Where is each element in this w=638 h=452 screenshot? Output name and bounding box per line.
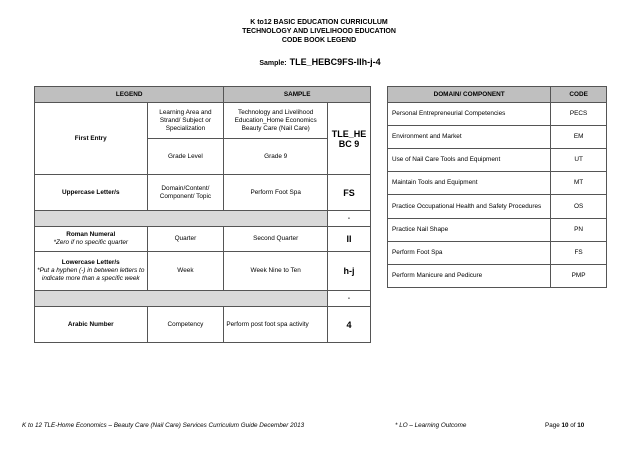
arabic-desc: Competency bbox=[147, 307, 224, 343]
first-entry-value-2: Grade 9 bbox=[224, 139, 328, 175]
domain-code: FS bbox=[551, 242, 607, 265]
separator-code: - bbox=[328, 211, 371, 227]
domain-header: DOMAIN/ COMPONENT bbox=[388, 87, 551, 103]
table-row bbox=[388, 149, 607, 172]
arabic-value: Perform post foot spa activity bbox=[224, 307, 328, 343]
page-prefix: Page bbox=[545, 422, 562, 429]
lowercase-label: Lowercase Letter/s bbox=[61, 259, 120, 266]
legend-table bbox=[34, 86, 371, 343]
domain-code: PN bbox=[551, 219, 607, 242]
lowercase-code: h-j bbox=[328, 252, 371, 291]
domain-name: Perform Foot Spa bbox=[388, 242, 551, 265]
domain-code: OS bbox=[551, 195, 607, 219]
arabic-label: Arabic Number bbox=[35, 307, 148, 343]
domain-name: Perform Manicure and Pedicure bbox=[388, 265, 551, 288]
table-row bbox=[388, 195, 607, 219]
table-row bbox=[388, 103, 607, 126]
roman-note: *Zero if no specific quarter bbox=[53, 239, 129, 246]
roman-label-cell bbox=[35, 227, 148, 252]
doc-title-line3: CODE BOOK LEGEND bbox=[281, 37, 357, 44]
domain-code: EM bbox=[551, 126, 607, 149]
lowercase-desc: Week bbox=[147, 252, 224, 291]
table-row bbox=[35, 175, 371, 211]
footer-guide-title: K to 12 TLE-Home Economics – Beauty Care (Nail Care) Services Curriculum Guide December 2013 bbox=[22, 422, 305, 429]
table-row bbox=[35, 252, 371, 291]
doc-title-line2: TECHNOLOGY AND LIVELIHOOD EDUCATION bbox=[242, 28, 396, 35]
domain-code: UT bbox=[551, 149, 607, 172]
roman-desc: Quarter bbox=[147, 227, 224, 252]
separator-row bbox=[35, 211, 371, 227]
domain-code: PMP bbox=[551, 265, 607, 288]
table-row bbox=[388, 219, 607, 242]
table-row bbox=[388, 126, 607, 149]
separator-row bbox=[35, 291, 371, 307]
first-entry-code: TLE_HE BC 9 bbox=[328, 103, 371, 175]
table-row bbox=[388, 242, 607, 265]
first-entry-desc-2: Grade Level bbox=[147, 139, 224, 175]
footer-lo-note: * LO – Learning Outcome bbox=[395, 422, 467, 429]
sample-code-line bbox=[220, 57, 420, 67]
separator-code: - bbox=[328, 291, 371, 307]
table-row bbox=[35, 307, 371, 343]
first-entry-desc-1: Learning Area and Strand/ Subject or Specialization bbox=[147, 103, 224, 139]
separator-fill bbox=[35, 291, 328, 307]
table-row bbox=[388, 172, 607, 195]
sample-code: TLE_HEBC9FS-IIh-j-4 bbox=[289, 57, 381, 67]
page-total: 10 bbox=[577, 422, 585, 429]
roman-value: Second Quarter bbox=[224, 227, 328, 252]
page-num: 10 bbox=[561, 422, 569, 429]
domain-name: Use of Nail Care Tools and Equipment bbox=[388, 149, 551, 172]
uppercase-value: Perform Foot Spa bbox=[224, 175, 328, 211]
uppercase-label: Uppercase Letter/s bbox=[35, 175, 148, 211]
roman-label: Roman Numeral bbox=[66, 231, 116, 238]
uppercase-desc: Domain/Content/ Component/ Topic bbox=[147, 175, 224, 211]
domain-name: Practice Nail Shape bbox=[388, 219, 551, 242]
arabic-code: 4 bbox=[328, 307, 371, 343]
footer-page-number bbox=[545, 422, 584, 429]
domain-code: PECS bbox=[551, 103, 607, 126]
uppercase-code: FS bbox=[328, 175, 371, 211]
page-of: of bbox=[568, 422, 578, 429]
separator-fill bbox=[35, 211, 328, 227]
domain-table bbox=[387, 86, 607, 288]
table-row bbox=[35, 227, 371, 252]
lowercase-note: *Put a hyphen (-) in between letters to indicate more than a specific week bbox=[37, 267, 145, 282]
table-row bbox=[388, 265, 607, 288]
domain-name: Maintain Tools and Equipment bbox=[388, 172, 551, 195]
table-row bbox=[35, 103, 371, 139]
roman-code: II bbox=[328, 227, 371, 252]
domain-name: Practice Occupational Health and Safety Procedures bbox=[388, 195, 551, 219]
first-entry-value-1: Technology and Livelihood Education_Home Economics Beauty Care (Nail Care) bbox=[224, 103, 328, 139]
doc-title-line1: K to12 BASIC EDUCATION CURRICULUM bbox=[250, 19, 388, 26]
code-header: CODE bbox=[551, 87, 607, 103]
sample-label: Sample: bbox=[259, 60, 287, 67]
first-entry-label: First Entry bbox=[35, 103, 148, 175]
domain-code: MT bbox=[551, 172, 607, 195]
domain-name: Personal Entrepreneurial Competencies bbox=[388, 103, 551, 126]
lowercase-label-cell bbox=[35, 252, 148, 291]
sample-header: SAMPLE bbox=[224, 87, 371, 103]
legend-header: LEGEND bbox=[35, 87, 224, 103]
domain-name: Environment and Market bbox=[388, 126, 551, 149]
lowercase-value: Week Nine to Ten bbox=[224, 252, 328, 291]
